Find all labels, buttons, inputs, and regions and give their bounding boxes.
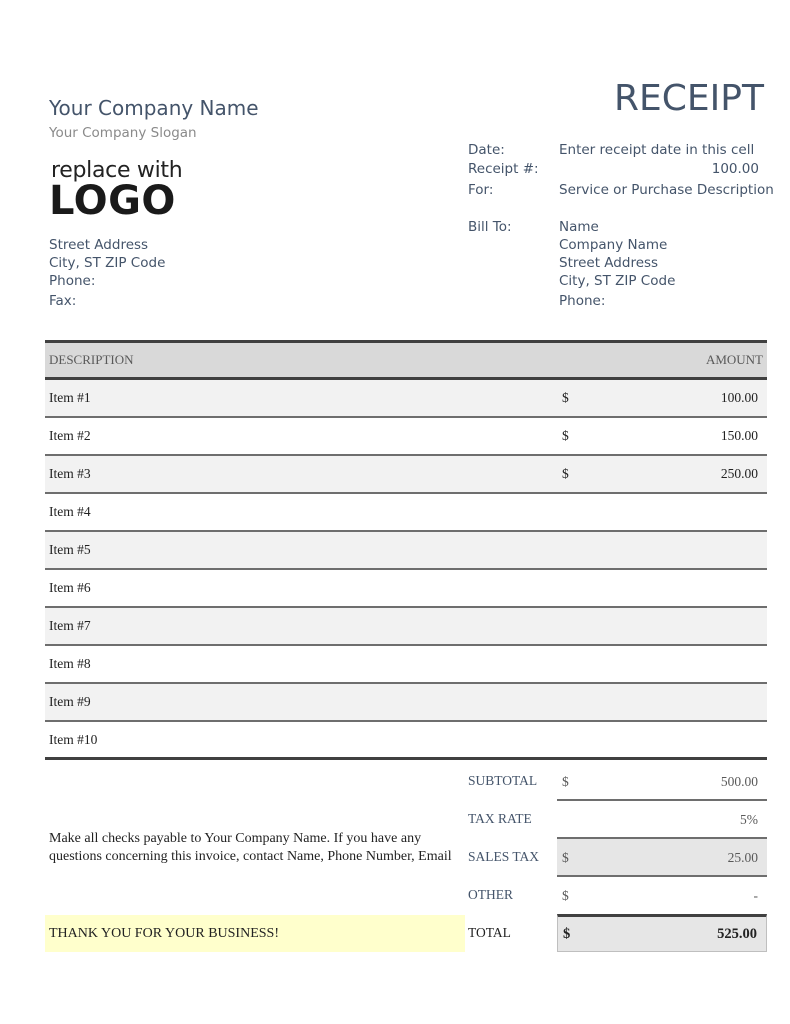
- table-row[interactable]: [45, 494, 767, 532]
- thank-you-banner: THANK YOU FOR YOUR BUSINESS!: [45, 915, 465, 952]
- tax-rate-label: TAX RATE: [468, 811, 532, 826]
- bill-to-label: Bill To:: [468, 219, 512, 235]
- document-title: RECEIPT: [614, 78, 764, 119]
- date-value[interactable]: Enter receipt date in this cell: [559, 142, 755, 158]
- other-value: -: [753, 888, 758, 903]
- currency-symbol: $: [562, 428, 569, 443]
- item-description: Item #4: [49, 504, 91, 519]
- sales-tax-cell: [557, 839, 767, 877]
- table-row[interactable]: [45, 532, 767, 570]
- item-description: Item #3: [49, 466, 91, 481]
- date-label: Date:: [468, 142, 505, 158]
- logo-placeholder: LOGO: [49, 178, 176, 224]
- item-amount: 250.00: [720, 466, 758, 481]
- item-amount: 150.00: [720, 428, 758, 443]
- header-description: DESCRIPTION: [49, 352, 134, 367]
- table-row[interactable]: [45, 722, 767, 760]
- bill-to-company[interactable]: Company Name: [559, 237, 668, 253]
- table-row[interactable]: [45, 418, 767, 456]
- company-fax: Fax:: [49, 293, 77, 309]
- total-label: TOTAL: [468, 925, 511, 940]
- subtotal-cell: [557, 763, 767, 801]
- company-slogan: Your Company Slogan: [49, 125, 197, 141]
- sales-tax-label: SALES TAX: [468, 849, 540, 864]
- sales-tax-value: 25.00: [727, 850, 758, 865]
- for-value[interactable]: Service or Purchase Description: [559, 182, 774, 198]
- subtotal-value: 500.00: [720, 774, 758, 789]
- table-row[interactable]: [45, 456, 767, 494]
- total-value: 525.00: [717, 926, 757, 942]
- logo-placeholder-text: replace with: [51, 158, 183, 183]
- item-description: Item #2: [49, 428, 91, 443]
- company-street: Street Address: [49, 237, 149, 253]
- table-header: [45, 340, 767, 380]
- payment-note: Make all checks payable to Your Company Name. If you have any questions concerning this invoice, contact Name, Phone Number, Email: [49, 831, 452, 864]
- bill-to-phone[interactable]: Phone:: [559, 293, 606, 309]
- currency-symbol: $: [562, 466, 569, 481]
- total-cell: [557, 914, 767, 952]
- receipt-number-label: Receipt #:: [468, 161, 539, 177]
- table-row[interactable]: [45, 608, 767, 646]
- item-description: Item #6: [49, 580, 91, 595]
- company-phone: Phone:: [49, 273, 96, 289]
- item-description: Item #5: [49, 542, 91, 557]
- bill-to-name[interactable]: Name: [559, 219, 599, 235]
- item-amount: 100.00: [720, 390, 758, 405]
- tax-rate-cell[interactable]: [557, 801, 767, 839]
- other-cell[interactable]: [557, 877, 767, 915]
- item-description: Item #7: [49, 618, 91, 633]
- company-name: Your Company Name: [49, 96, 259, 120]
- table-row[interactable]: [45, 570, 767, 608]
- tax-rate-value: 5%: [740, 812, 758, 827]
- table-row[interactable]: [45, 646, 767, 684]
- currency-symbol: $: [562, 774, 569, 789]
- table-row[interactable]: [45, 380, 767, 418]
- items-table: [45, 340, 767, 760]
- subtotal-label: SUBTOTAL: [468, 773, 538, 788]
- bill-to-city[interactable]: City, ST ZIP Code: [559, 273, 676, 289]
- currency-symbol: $: [562, 850, 569, 865]
- other-label: OTHER: [468, 887, 513, 902]
- table-row[interactable]: [45, 684, 767, 722]
- currency-symbol: $: [562, 390, 569, 405]
- receipt-number-value[interactable]: 100.00: [711, 161, 759, 177]
- item-description: Item #8: [49, 656, 91, 671]
- for-label: For:: [468, 182, 494, 198]
- currency-symbol: $: [562, 888, 569, 903]
- item-description: Item #10: [49, 731, 98, 747]
- company-city: City, ST ZIP Code: [49, 255, 166, 271]
- bill-to-street[interactable]: Street Address: [559, 255, 659, 271]
- currency-symbol: $: [563, 926, 571, 942]
- header-amount: AMOUNT: [705, 352, 763, 367]
- item-description: Item #9: [49, 694, 91, 709]
- item-description: Item #1: [49, 390, 91, 405]
